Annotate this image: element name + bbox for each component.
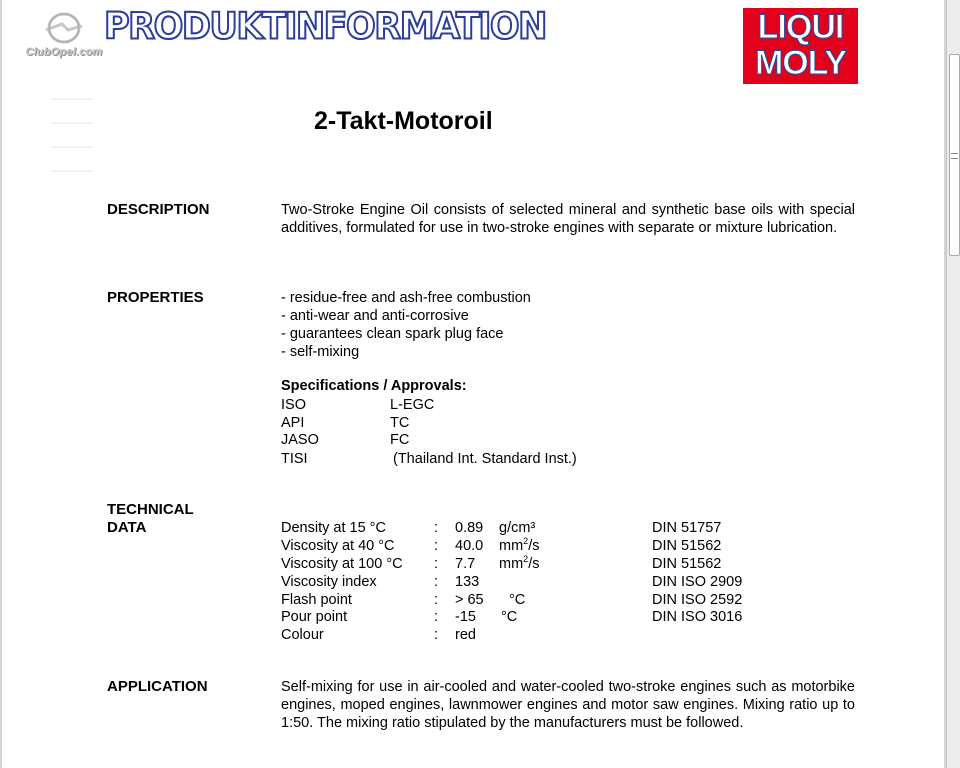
tech-value: 0.89 bbox=[455, 520, 484, 536]
properties-label: PROPERTIES bbox=[107, 289, 204, 306]
tech-name: Flash point bbox=[281, 592, 352, 608]
tech-value: 7.7 bbox=[455, 556, 476, 572]
technical-label-line-1: TECHNICAL bbox=[107, 501, 194, 518]
spec-name: API bbox=[281, 415, 305, 431]
spec-value: L-EGC bbox=[390, 397, 435, 413]
table-row bbox=[281, 608, 801, 626]
table-row bbox=[281, 555, 801, 573]
club-logo-text: ClubOpel.com bbox=[25, 46, 103, 58]
tech-value: red bbox=[455, 627, 476, 643]
tech-unit: g/cm³ bbox=[499, 520, 536, 536]
tech-colon: : bbox=[434, 627, 439, 643]
tech-colon: : bbox=[434, 574, 439, 590]
tech-colon: : bbox=[434, 556, 439, 572]
unit-superscript: 2 bbox=[523, 554, 529, 564]
table-row bbox=[281, 626, 801, 644]
faint-margin-marks bbox=[50, 98, 94, 194]
spec-row bbox=[281, 414, 681, 432]
vertical-scrollbar[interactable] bbox=[946, 0, 960, 768]
spec-value: FC bbox=[390, 432, 410, 448]
tech-unit bbox=[499, 555, 539, 573]
tech-colon: : bbox=[434, 592, 439, 608]
brand-logo-line-1: LIQUI bbox=[757, 8, 844, 46]
tech-name: Viscosity index bbox=[281, 574, 377, 590]
tech-unit: °C bbox=[501, 609, 518, 625]
technical-label-line-2: DATA bbox=[107, 519, 147, 536]
table-row bbox=[281, 537, 801, 555]
tech-value: 40.0 bbox=[455, 538, 484, 554]
tech-name: Pour point bbox=[281, 609, 348, 625]
document-page bbox=[2, 0, 944, 768]
table-row bbox=[281, 573, 801, 591]
tech-norm: DIN ISO 2592 bbox=[652, 592, 743, 608]
application-label: APPLICATION bbox=[107, 678, 208, 695]
spec-name: TISI bbox=[281, 451, 308, 467]
description-label: DESCRIPTION bbox=[107, 201, 210, 218]
tech-colon: : bbox=[434, 520, 439, 536]
liqui-moly-logo bbox=[743, 8, 858, 84]
properties-list bbox=[281, 289, 531, 361]
spec-name: ISO bbox=[281, 397, 306, 413]
tech-unit bbox=[499, 537, 539, 555]
spec-value: (Thailand Int. Standard Inst.) bbox=[393, 451, 577, 467]
spec-name: JASO bbox=[281, 432, 319, 448]
tech-colon: : bbox=[434, 609, 439, 625]
application-text: Self-mixing for use in air-cooled and water-cooled two-stroke engines such as motorbike engines, moped engines, lawnmower engines and motor saw engines. Mixing ratio up to 1:50. The mixing ratio stipulated by the manufacturers must be followed. bbox=[281, 679, 855, 731]
spec-row bbox=[281, 396, 681, 414]
header-title: PRODUKTINFORMATION bbox=[104, 6, 546, 48]
specifications-heading: Specifications / Approvals: bbox=[281, 378, 467, 394]
product-title: 2-Takt-Motoroil bbox=[314, 107, 493, 135]
unit-superscript: 2 bbox=[523, 536, 529, 546]
unit-tail: /s bbox=[528, 556, 540, 572]
list-item: - residue-free and ash-free combustion bbox=[281, 290, 531, 306]
description-text: Two-Stroke Engine Oil consists of selected mineral and synthetic base oils with special additives, formulated for use in two-stroke engines with separate or mixture lubrication. bbox=[281, 202, 855, 236]
list-item: - anti-wear and anti-corrosive bbox=[281, 308, 469, 324]
tech-value: > 65 bbox=[455, 592, 484, 608]
unit-tail: /s bbox=[528, 538, 540, 554]
tech-norm: DIN 51757 bbox=[652, 520, 722, 536]
tech-norm: DIN ISO 3016 bbox=[652, 609, 743, 625]
spec-value: TC bbox=[390, 415, 410, 431]
tech-colon: : bbox=[434, 538, 439, 554]
club-opel-logo bbox=[16, 8, 112, 62]
table-row bbox=[281, 591, 801, 609]
tech-name: Viscosity at 100 °C bbox=[281, 556, 403, 572]
unit-base: mm bbox=[499, 538, 524, 554]
tech-norm: DIN 51562 bbox=[652, 556, 722, 572]
scrollbar-thumb[interactable] bbox=[949, 54, 960, 256]
scrollbar-grip-icon bbox=[951, 153, 958, 159]
spec-row bbox=[281, 431, 681, 449]
brand-logo-line-2: MOLY bbox=[754, 44, 847, 82]
technical-data-label bbox=[107, 501, 194, 537]
tech-norm: DIN ISO 2909 bbox=[652, 574, 743, 590]
list-item: - self-mixing bbox=[281, 344, 360, 360]
list-item: - guarantees clean spark plug face bbox=[281, 326, 504, 342]
tech-value: -15 bbox=[455, 609, 476, 625]
unit-base: mm bbox=[499, 556, 524, 572]
tech-unit: °C bbox=[509, 592, 526, 608]
tech-name: Viscosity at 40 °C bbox=[281, 538, 395, 554]
tech-name: Colour bbox=[281, 627, 324, 643]
tech-norm: DIN 51562 bbox=[652, 538, 722, 554]
opel-emblem-icon bbox=[16, 8, 112, 48]
spec-row bbox=[281, 450, 681, 468]
tech-value: 133 bbox=[455, 574, 480, 590]
table-row bbox=[281, 519, 801, 537]
tech-name: Density at 15 °C bbox=[281, 520, 386, 536]
